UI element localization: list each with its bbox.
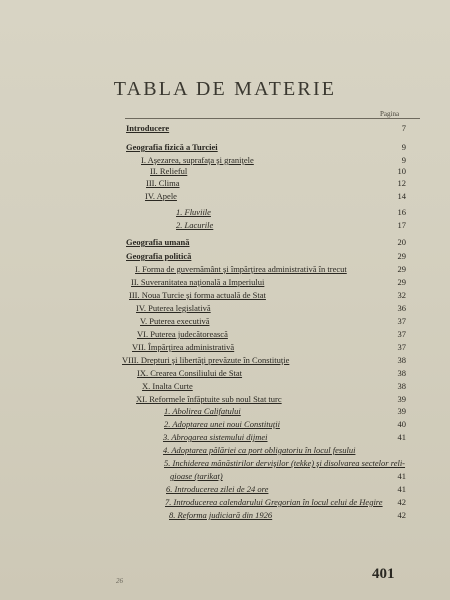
page-title: TABLA DE MATERIE bbox=[113, 78, 337, 100]
toc-entry-title: 5. Inchiderea mănăstirilor dervişilor (tekke) şi disolvarea sectelor reli- bbox=[164, 458, 406, 468]
toc-entry-page: 41 bbox=[397, 432, 406, 442]
toc-entry-title: X. Inalta Curte bbox=[142, 381, 193, 391]
toc-entry-title: XI. Reformele înfăptuite sub noul Stat turc bbox=[136, 394, 282, 404]
toc-entry-title: VII. Împărţirea administrativă bbox=[132, 342, 235, 352]
toc-entry bbox=[136, 393, 406, 405]
toc-entry-title: Geografia fizică a Turciei bbox=[126, 142, 218, 152]
toc-entry bbox=[126, 250, 406, 262]
toc-entry-title: 1. Fluviile bbox=[176, 207, 211, 217]
toc-entry-page: 42 bbox=[397, 497, 406, 507]
toc-entry-page: 42 bbox=[397, 510, 406, 520]
toc-entry-title: I. Aşezarea, suprafaţa şi graniţele bbox=[141, 155, 254, 165]
toc-entry-page: 7 bbox=[401, 123, 406, 133]
toc-entry bbox=[169, 509, 406, 521]
toc-entry bbox=[126, 236, 406, 248]
toc-entry-title: 4. Adoptarea pălăriei ca port obligatoriu în locul fesului bbox=[163, 445, 356, 455]
toc-entry bbox=[142, 380, 406, 392]
toc-entry bbox=[166, 483, 406, 495]
toc-entry bbox=[163, 431, 406, 443]
toc-entry-page: 12 bbox=[397, 178, 406, 188]
toc-entry-page: 16 bbox=[397, 207, 406, 217]
toc-entry-title: II. Relieful bbox=[150, 166, 188, 176]
toc-entry-title: Geografia politică bbox=[126, 251, 192, 261]
toc-entry-title: 2. Lacurile bbox=[176, 220, 214, 230]
toc-entry-title: 3. Abrogarea sistemului dijmei bbox=[163, 432, 268, 442]
toc-entry bbox=[129, 289, 406, 301]
toc-entry-page: 14 bbox=[397, 191, 406, 201]
toc-entry bbox=[165, 496, 406, 508]
toc-entry bbox=[136, 302, 406, 314]
toc-entry bbox=[164, 418, 406, 430]
toc-entry bbox=[137, 328, 406, 340]
toc-entry bbox=[164, 405, 406, 417]
toc-entry-page: 38 bbox=[397, 368, 406, 378]
toc-entry-page: 37 bbox=[397, 342, 406, 352]
toc-entry-title: gioase (tarikat) bbox=[170, 471, 223, 481]
toc-entry bbox=[126, 122, 406, 134]
toc-entry-title: I. Forma de guvernământ şi împărţirea administrativă în trecut bbox=[135, 264, 347, 274]
toc-entry bbox=[146, 177, 406, 189]
toc-entry-page: 29 bbox=[397, 251, 406, 261]
toc-entry-title: IV. Puterea legislativă bbox=[136, 303, 211, 313]
page-column-label: Pagina bbox=[380, 110, 400, 118]
toc-entry bbox=[145, 190, 406, 202]
toc-entry-page: 38 bbox=[397, 355, 406, 365]
toc-entry bbox=[140, 315, 406, 327]
toc-entry-title: Geografia umană bbox=[126, 237, 190, 247]
toc-entry bbox=[131, 276, 406, 288]
toc-entry-page: 37 bbox=[397, 329, 406, 339]
toc-entry-title: 2. Adoptarea unei noui Constituţii bbox=[164, 419, 280, 429]
toc-entry-title: VIII. Drepturi şi libertăţi prevăzute în Constituţie bbox=[122, 355, 290, 365]
toc-entry-page: 17 bbox=[397, 220, 406, 230]
toc-entry-page: 39 bbox=[397, 406, 406, 416]
toc-entry-page: 29 bbox=[397, 277, 406, 287]
toc-entry bbox=[137, 367, 406, 379]
toc-entry bbox=[150, 165, 406, 177]
toc-entry-title: 8. Reforma judiciară din 1926 bbox=[169, 510, 273, 520]
toc-entry-page: 39 bbox=[397, 394, 406, 404]
toc-entry-page: 10 bbox=[397, 166, 406, 176]
toc-entry-page: 40 bbox=[397, 419, 406, 429]
toc-entry-title: 1. Abolirea Califatului bbox=[164, 406, 241, 416]
signature-mark: 26 bbox=[116, 577, 123, 585]
toc-entry-page: 41 bbox=[397, 471, 406, 481]
toc-entry-title: VI. Puterea judecătorească bbox=[137, 329, 228, 339]
toc-entry-page: 29 bbox=[397, 264, 406, 274]
toc-entry bbox=[126, 141, 406, 153]
toc-entry-page: 38 bbox=[397, 381, 406, 391]
toc-entry-page: 9 bbox=[401, 142, 406, 152]
toc-entry bbox=[164, 457, 406, 469]
toc-entry bbox=[176, 219, 406, 231]
toc-entry-page: 9 bbox=[401, 155, 406, 165]
toc-entry-title: 7. Introducerea calendarului Gregorian în locul celui de Hegire bbox=[165, 497, 383, 507]
toc-entry-page: 20 bbox=[397, 237, 406, 247]
toc-entry-title: II. Suveranitatea naţională a Imperiului bbox=[131, 277, 265, 287]
toc-entry-page: 36 bbox=[397, 303, 406, 313]
toc-entry-title: III. Noua Turcie şi forma actuală de Stat bbox=[129, 290, 266, 300]
toc-entry-title: III. Clima bbox=[146, 178, 180, 188]
toc-entry-page: 37 bbox=[397, 316, 406, 326]
page-number: 401 bbox=[372, 566, 395, 582]
toc-entry-title: Introducere bbox=[126, 123, 170, 133]
toc-entry-page: 41 bbox=[397, 484, 406, 494]
toc-entry bbox=[163, 444, 406, 456]
toc-entry-title: IX. Crearea Consiliului de Stat bbox=[137, 368, 243, 378]
toc-entry-title: 6. Introducerea zilei de 24 ore bbox=[166, 484, 269, 494]
toc-entry bbox=[122, 354, 406, 366]
toc-entry bbox=[135, 263, 406, 275]
header-rule bbox=[125, 118, 420, 119]
toc-entry-title: V. Puterea executivă bbox=[140, 316, 210, 326]
toc-entry bbox=[132, 341, 406, 353]
toc-entry-title: IV. Apele bbox=[145, 191, 177, 201]
toc-entry bbox=[176, 206, 406, 218]
toc-entry-page: 32 bbox=[397, 290, 406, 300]
toc-entry bbox=[170, 470, 406, 482]
